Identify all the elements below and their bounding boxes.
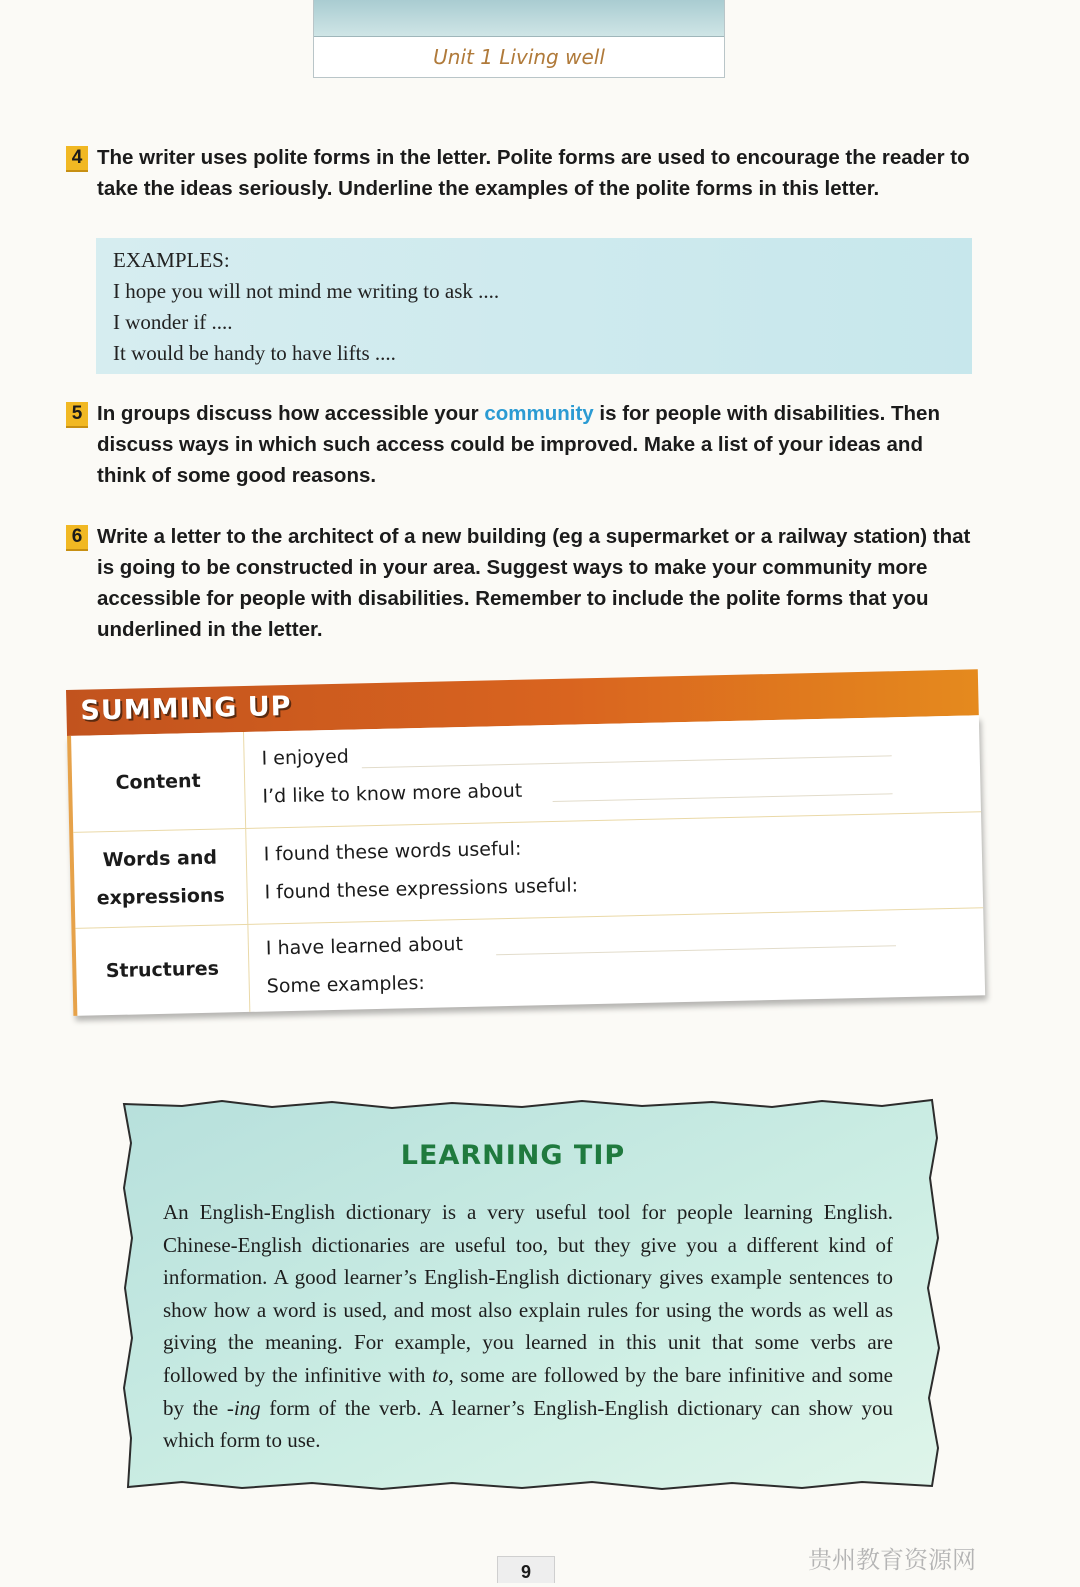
summing-up-title: SUMMING UP — [80, 690, 292, 727]
learning-tip-box — [122, 1098, 942, 1490]
activity-number-badge: 4 — [66, 146, 88, 172]
activity-text-part: is for people with disabilities. Then discuss ways in which such access could be improved. Make a list of your ideas and think of some good reasons. — [97, 402, 940, 487]
activity-5 — [66, 398, 976, 491]
summing-up-panel — [66, 669, 985, 1030]
example-line: It would be handy to have lifts .... — [113, 341, 396, 365]
learning-tip-text — [163, 1196, 893, 1457]
tip-emphasis: to — [432, 1362, 449, 1387]
row-line: I enjoyed — [261, 745, 350, 770]
tip-text-part: form of the verb. A learner’s English-English dictionary can show you which form to use. — [163, 1395, 893, 1453]
writing-rule — [553, 793, 893, 802]
row-heading: Structures — [75, 924, 250, 1016]
summing-up-table — [67, 715, 985, 1016]
watermark: 贵州教育资源网 — [808, 1546, 976, 1574]
examples-heading: EXAMPLES: — [113, 248, 230, 272]
row-line: I’d like to know more about — [262, 779, 523, 808]
row-line: I found these expressions useful: — [264, 874, 579, 904]
example-line: I wonder if .... — [113, 310, 233, 334]
activity-text: The writer uses polite forms in the letter. Polite forms are used to encourage the reader to take the ideas seriously. Underline the examples of the polite forms in this letter. — [97, 146, 970, 200]
activity-6 — [66, 521, 976, 645]
tip-text-part: , some are followed by the bare infinitive and some by the — [163, 1362, 893, 1420]
unit-label: Unit 1 Living well — [433, 45, 605, 69]
activity-number-badge: 5 — [66, 402, 88, 428]
activity-4 — [66, 142, 976, 204]
tip-emphasis: -ing — [226, 1395, 261, 1420]
unit-header — [313, 0, 725, 78]
activity-text-part: In groups discuss how accessible your — [97, 402, 485, 425]
writing-rule — [496, 945, 896, 955]
row-heading: Content — [71, 732, 246, 832]
examples-box — [96, 238, 972, 374]
learning-tip-title: LEARNING TIP — [400, 1140, 626, 1171]
page-number: 9 — [497, 1556, 555, 1583]
header-photo — [314, 0, 724, 37]
row-line: I have learned about — [265, 933, 464, 960]
tip-text-part: An English-English dictionary is a very useful tool for people learning English. Chinese-English dictionaries are useful too, but they give you a different kind of information. A good learner’s English-English dictionary gives example sentences to show how a word is used, and most also explain rules for using the words as well as giving the meaning. For example, you learned in this unit that some verbs are followed by the infinitive with — [163, 1200, 893, 1387]
activity-number-badge: 6 — [66, 525, 88, 551]
writing-rule — [362, 755, 892, 768]
glossary-link-community[interactable]: community — [484, 402, 594, 425]
row-line: Some examples: — [266, 971, 426, 998]
activity-text — [97, 398, 976, 491]
activity-text: Write a letter to the architect of a new building (eg a supermarket or a railway station) that is going to be constructed in your area. Suggest ways to make your community more accessible for people with disabilities. Remember to include the polite forms that you underlined in the letter. — [97, 525, 971, 641]
example-line: I hope you will not mind me writing to ask .... — [113, 279, 500, 303]
row-line: I found these words useful: — [263, 837, 522, 866]
row-heading: Words and expressions — [73, 828, 248, 928]
